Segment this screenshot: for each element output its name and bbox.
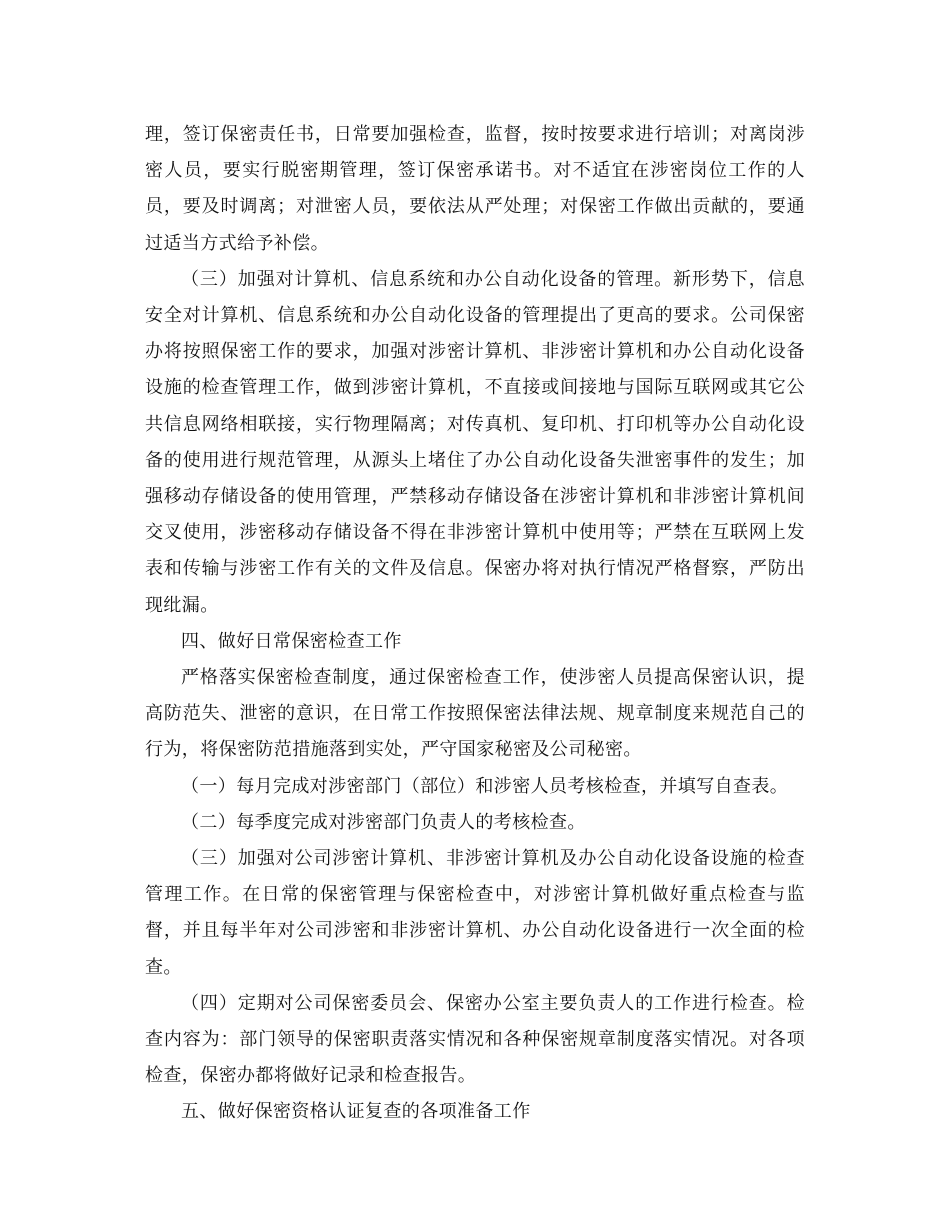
list-item-1: （一）每月完成对涉密部门（部位）和涉密人员考核检查，并填写自查表。 xyxy=(181,775,789,797)
heading-section-5: 五、做好保密资格认证复查的各项准备工作 xyxy=(181,1101,531,1123)
document-body xyxy=(145,117,805,1131)
heading-section-4: 四、做好日常保密检查工作 xyxy=(181,630,402,652)
paragraph-section-3-computers: （三）加强对计算机、信息系统和办公自动化设备的管理。新形势下，信息安全对计算机、信息系统和办公自动化设备的管理提出了更高的要求。公司保密办将按照保密工作的要求，加强对涉密计算机、非涉密计算机和办公自动化设备设施的检查管理工作，做到涉密计算机，不直接或间接地与国际互联网或其它公共信息网络相联接，实行物理隔离；对传真机、复印机、打印机等办公自动化设备的使用进行规范管理，从源头上堵住了办公自动化设备失泄密事件的发生；加强移动存储设备的使用管理，严禁移动存储设备在涉密计算机和非涉密计算机间交叉使用，涉密移动存储设备不得在非涉密计算机中使用等；严禁在互联网上发表和传输与涉密工作有关的文件及信息。保密办将对执行情况严格督察，严防出现纰漏。 xyxy=(145,268,805,616)
paragraph-inspection-system: 严格落实保密检查制度，通过保密检查工作，使涉密人员提高保密认识，提高防范失、泄密的意识，在日常工作按照保密法律法规、规章制度来规范自己的行为，将保密防范措施落到实处，严守国家秘密及公司秘密。 xyxy=(145,667,805,761)
list-item-4: （四）定期对公司保密委员会、保密办公室主要负责人的工作进行检查。检查内容为：部门领导的保密职责落实情况和各种保密规章制度落实情况。对各项检查，保密办都将做好记录和检查报告。 xyxy=(145,992,805,1087)
paragraph-continuation: 理，签订保密责任书，日常要加强检查，监督，按时按要求进行培训；对离岗涉密人员，要实行脱密期管理，签订保密承诺书。对不适宜在涉密岗位工作的人员，要及时调离；对泄密人员，要依法从严处理；对保密工作做出贡献的，要通过适当方式给予补偿。 xyxy=(145,124,805,254)
list-item-2: （二）每季度完成对涉密部门负责人的考核检查。 xyxy=(181,811,586,833)
list-item-3: （三）加强对公司涉密计算机、非涉密计算机及办公自动化设备设施的检查管理工作。在日常的保密管理与保密检查中，对涉密计算机做好重点检查与监督，并且每半年对公司涉密和非涉密计算机、办公自动化设备进行一次全面的检查。 xyxy=(145,848,805,978)
